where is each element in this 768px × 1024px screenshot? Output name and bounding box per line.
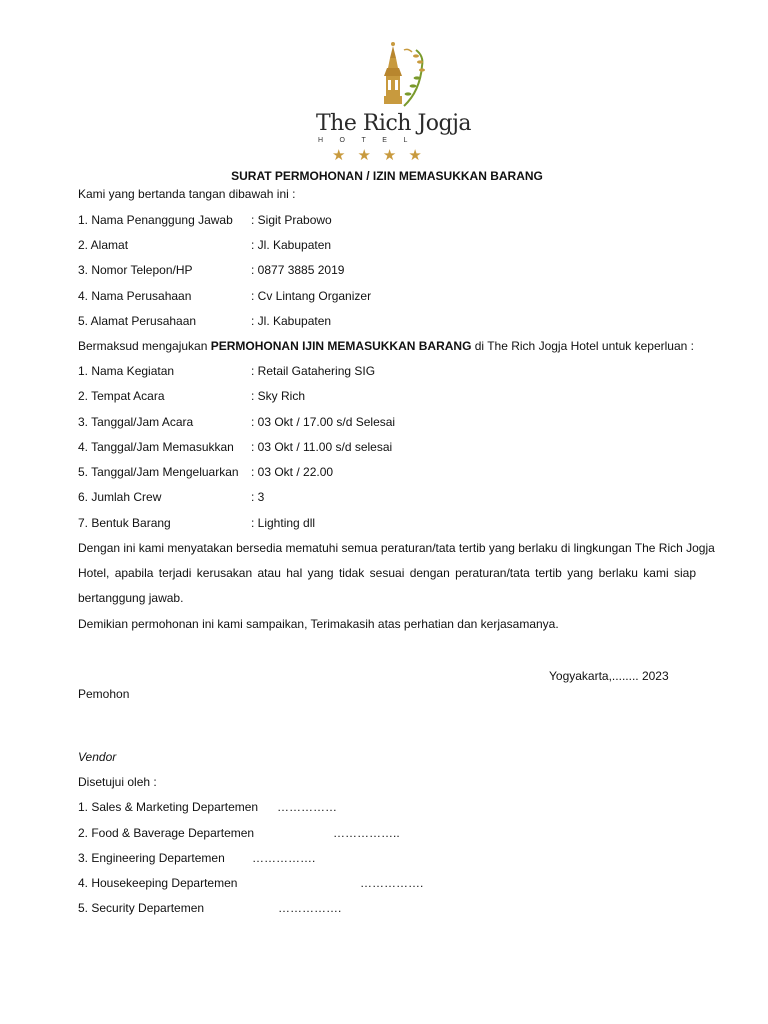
field-label: 5. Tanggal/Jam Mengeluarkan xyxy=(78,465,239,479)
field-label: 2. Alamat xyxy=(78,238,129,252)
field-label: 5. Alamat Perusahaan xyxy=(78,314,197,328)
field-value: : 0877 3885 2019 xyxy=(251,263,345,277)
field-value: : Sky Rich xyxy=(251,389,306,403)
field-value: : 03 Okt / 22.00 xyxy=(251,465,334,479)
field-value: : 03 Okt / 11.00 s/d selesai xyxy=(251,440,393,454)
signature-dots: …………….. xyxy=(333,826,400,840)
field-value: : Cv Lintang Organizer xyxy=(251,289,372,303)
hotel-logo-name: The Rich Jogja xyxy=(316,111,472,136)
field-label: 2. Tempat Acara xyxy=(78,389,165,403)
approved-by-label: Disetujui oleh : xyxy=(78,775,157,789)
closing-text: Demikian permohonan ini kami sampaikan, Terimakasih atas perhatian dan kerjasamanya. xyxy=(78,617,559,631)
tugu-monument-logo-icon xyxy=(350,36,430,116)
hotel-rating-stars: ★★★★ xyxy=(332,147,434,164)
field-value: : Jl. Kabupaten xyxy=(251,238,332,252)
field-value: : Jl. Kabupaten xyxy=(251,314,332,328)
signature-dots: ……………. xyxy=(252,851,316,865)
document-title: SURAT PERMOHONAN / IZIN MEMASUKKAN BARANG xyxy=(231,169,543,183)
field-label: 3. Nomor Telepon/HP xyxy=(78,263,193,277)
department-label: 1. Sales & Marketing Departemen xyxy=(78,800,259,814)
purpose-pre: Bermaksud mengajukan xyxy=(78,339,211,353)
purpose-bold: PERMOHONAN IJIN MEMASUKKAN BARANG xyxy=(210,339,472,353)
field-label: 3. Tanggal/Jam Acara xyxy=(78,415,194,429)
intro-text: Kami yang bertanda tangan dibawah ini : xyxy=(78,187,296,201)
statement-line: bertanggung jawab. xyxy=(78,591,184,605)
field-value: : Sigit Prabowo xyxy=(251,213,332,227)
signature-dots: …………… xyxy=(277,800,337,814)
department-label: 2. Food & Baverage Departemen xyxy=(78,826,255,840)
purpose-text xyxy=(78,339,694,353)
department-label: 5. Security Departemen xyxy=(78,901,205,915)
vendor-text: Vendor xyxy=(78,750,117,764)
hotel-logo-subtitle: HOTEL xyxy=(318,137,424,144)
statement-line: Dengan ini kami menyatakan bersedia mematuhi semua peraturan/tata tertib yang berlaku di lingkungan The Rich Jogja xyxy=(78,541,715,555)
field-label: 7. Bentuk Barang xyxy=(78,516,171,530)
field-value: : Retail Gatahering SIG xyxy=(251,364,376,378)
field-value: : Lighting dll xyxy=(251,516,316,530)
statement-line: Hotel, apabila terjadi kerusakan atau hal yang tidak sesuai dengan peraturan/tata tertib yang berlaku kami siap xyxy=(78,566,696,580)
field-value: : 03 Okt / 17.00 s/d Selesai xyxy=(251,415,396,429)
signature-dots: ……………. xyxy=(360,876,424,890)
department-label: 4. Housekeeping Departemen xyxy=(78,876,238,890)
place-date: Yogyakarta,........ 2023 xyxy=(549,669,669,683)
field-label: 1. Nama Kegiatan xyxy=(78,364,175,378)
field-label: 1. Nama Penanggung Jawab xyxy=(78,213,233,227)
field-label: 4. Tanggal/Jam Memasukkan xyxy=(78,440,234,454)
department-label: 3. Engineering Departemen xyxy=(78,851,225,865)
vendor-label xyxy=(78,750,116,764)
signature-dots: ……………. xyxy=(278,901,342,915)
purpose-post: di The Rich Jogja Hotel untuk keperluan : xyxy=(471,339,694,353)
applicant-signature-label: Pemohon xyxy=(78,687,130,701)
hotel-logo xyxy=(300,36,470,168)
field-value: : 3 xyxy=(251,490,265,504)
field-label: 6. Jumlah Crew xyxy=(78,490,162,504)
field-label: 4. Nama Perusahaan xyxy=(78,289,192,303)
